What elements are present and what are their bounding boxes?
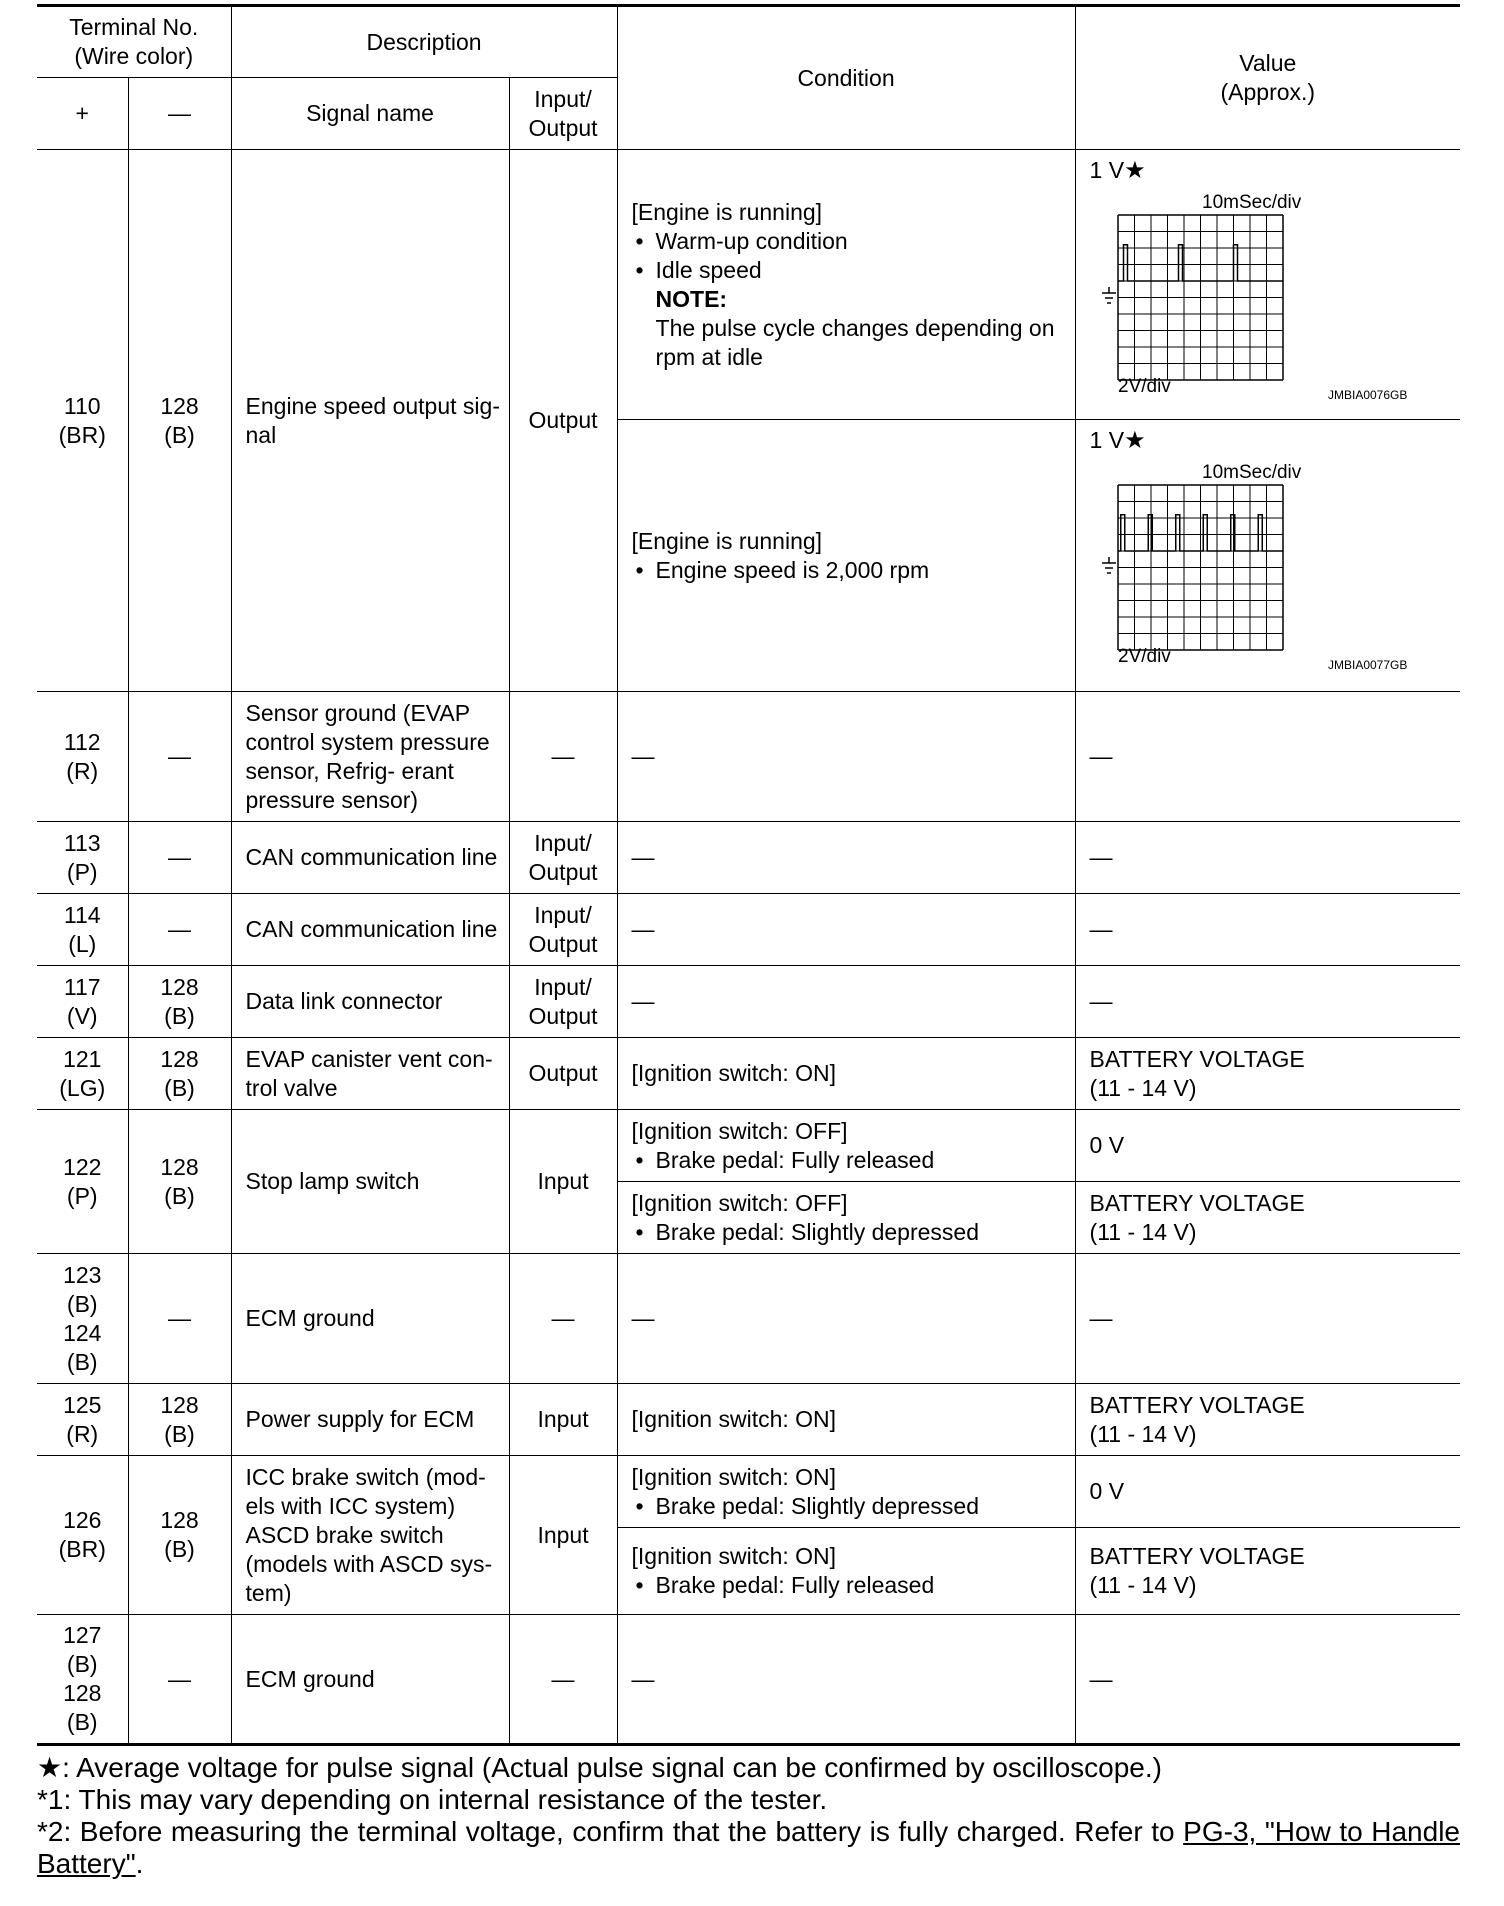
value: BATTERY VOLTAGE (11 - 14 V): [1075, 1384, 1460, 1456]
terminal-plus: 110 (BR): [37, 150, 128, 692]
signal-name: CAN communication line: [231, 894, 509, 966]
header-condition: Condition: [617, 6, 1075, 150]
star-icon: ★: [1124, 427, 1146, 454]
footnote-star: ★: Average voltage for pulse signal (Actual pulse signal can be confirmed by oscilloscope.): [37, 1752, 1162, 1783]
value: BATTERY VOLTAGE (11 - 14 V): [1075, 1038, 1460, 1110]
table-row: [37, 692, 1460, 822]
value: BATTERY VOLTAGE (11 - 14 V): [1075, 1182, 1460, 1254]
terminal-plus: 127 (B) 128 (B): [37, 1615, 128, 1745]
condition: —: [617, 894, 1075, 966]
figure-code: JMBIA0076GB: [1327, 388, 1407, 402]
terminal-minus: —: [128, 1254, 231, 1384]
input-output: —: [509, 1254, 617, 1384]
condition: —: [617, 822, 1075, 894]
header-value: Value (Approx.): [1075, 6, 1460, 150]
header-description: Description: [231, 6, 617, 78]
value: BATTERY VOLTAGE (11 - 14 V): [1075, 1528, 1460, 1615]
terminal-plus: 113 (P): [37, 822, 128, 894]
value: —: [1075, 1615, 1460, 1745]
value: —: [1075, 822, 1460, 894]
table-row: [37, 1038, 1460, 1110]
terminal-plus: 117 (V): [37, 966, 128, 1038]
footnotes: [37, 1752, 1460, 1880]
terminal-plus: 122 (P): [37, 1110, 128, 1254]
table-row: [37, 822, 1460, 894]
condition: —: [617, 1615, 1075, 1745]
value: —: [1075, 692, 1460, 822]
value: 0 V: [1075, 1110, 1460, 1182]
signal-name: Data link connector: [231, 966, 509, 1038]
table-row: [37, 150, 1460, 420]
condition: [Engine is running] • Engine speed is 2,000 rpm: [617, 420, 1075, 692]
terminal-minus: 128 (B): [128, 1384, 231, 1456]
value: —: [1075, 966, 1460, 1038]
terminal-minus: —: [128, 1615, 231, 1745]
condition: [Engine is running] • Warm-up condition • Idle speed NOTE: The pulse cycle changes depending on rpm at idle: [617, 150, 1075, 420]
input-output: Input: [509, 1110, 617, 1254]
terminal-minus: —: [128, 894, 231, 966]
terminal-minus: 128 (B): [128, 1110, 231, 1254]
signal-name: Sensor ground (EVAP control system pressure sensor, Refrig- erant pressure sensor): [231, 692, 509, 822]
terminal-plus: 123 (B) 124 (B): [37, 1254, 128, 1384]
signal-name: CAN communication line: [231, 822, 509, 894]
terminal-plus: 121 (LG): [37, 1038, 128, 1110]
star-icon: ★: [1124, 157, 1146, 184]
table-row: [37, 1384, 1460, 1456]
input-output: Input: [509, 1384, 617, 1456]
condition: —: [617, 692, 1075, 822]
signal-name: EVAP canister vent con- trol valve: [231, 1038, 509, 1110]
table-row: [37, 966, 1460, 1038]
condition: [Ignition switch: ON] • Brake pedal: Slightly depressed: [617, 1456, 1075, 1528]
input-output: —: [509, 1615, 617, 1745]
terminal-plus: 114 (L): [37, 894, 128, 966]
terminal-minus: 128 (B): [128, 966, 231, 1038]
footnote-1: *1: This may vary depending on internal resistance of the tester.: [37, 1784, 828, 1815]
signal-name: ICC brake switch (mod- els with ICC system) ASCD brake switch (models with ASCD sys- tem): [231, 1456, 509, 1615]
terminal-minus: 128 (B): [128, 1456, 231, 1615]
battery-reference-link[interactable]: PG-3, "How to Handle Battery": [37, 1816, 1460, 1879]
value-label: 1 V★: [1089, 157, 1146, 184]
input-output: Output: [509, 150, 617, 692]
waveform-cell: [1075, 420, 1460, 692]
volt-div-label: 2V/div: [1117, 376, 1171, 397]
input-output: Input: [509, 1456, 617, 1615]
input-output: Output: [509, 1038, 617, 1110]
signal-name: Stop lamp switch: [231, 1110, 509, 1254]
input-output: Input/ Output: [509, 822, 617, 894]
header-row-1: [37, 6, 1460, 78]
table-row: [37, 1615, 1460, 1745]
table-row: [37, 1456, 1460, 1528]
terminal-plus: 126 (BR): [37, 1456, 128, 1615]
header-minus: —: [128, 78, 231, 150]
condition: —: [617, 966, 1075, 1038]
input-output: Input/ Output: [509, 894, 617, 966]
value-label: 1 V★: [1089, 427, 1146, 454]
table-row: [37, 894, 1460, 966]
volt-div-label: 2V/div: [1117, 646, 1171, 667]
condition: [Ignition switch: ON]: [617, 1384, 1075, 1456]
input-output: Input/ Output: [509, 966, 617, 1038]
signal-name: ECM ground: [231, 1615, 509, 1745]
oscilloscope-waveform: [1090, 457, 1450, 679]
condition: [Ignition switch: OFF] • Brake pedal: Slightly depressed: [617, 1182, 1075, 1254]
table-row: [37, 1254, 1460, 1384]
value: —: [1075, 894, 1460, 966]
time-div-label: 10mSec/div: [1201, 192, 1301, 213]
time-div-label: 10mSec/div: [1201, 462, 1301, 483]
signal-name: ECM ground: [231, 1254, 509, 1384]
table-row: [37, 1110, 1460, 1182]
waveform-cell: [1075, 150, 1460, 420]
terminal-minus: —: [128, 822, 231, 894]
condition: —: [617, 1254, 1075, 1384]
input-output: —: [509, 692, 617, 822]
terminal-plus: 125 (R): [37, 1384, 128, 1456]
terminal-minus: 128 (B): [128, 1038, 231, 1110]
terminal-plus: 112 (R): [37, 692, 128, 822]
scope-grid: [1118, 485, 1283, 650]
footnote-2: *2: Before measuring the terminal voltage, confirm that the battery is fully charged. Refer to PG-3, "How to Handle Battery".: [37, 1816, 1460, 1879]
terminal-minus: —: [128, 692, 231, 822]
star-icon: ★: [37, 1752, 63, 1783]
signal-name: Power supply for ECM: [231, 1384, 509, 1456]
header-terminal: Terminal No. (Wire color): [37, 6, 231, 78]
value: 0 V: [1075, 1456, 1460, 1528]
condition: [Ignition switch: OFF] • Brake pedal: Fully released: [617, 1110, 1075, 1182]
value: —: [1075, 1254, 1460, 1384]
header-input-output: Input/ Output: [509, 78, 617, 150]
terminal-minus: 128 (B): [128, 150, 231, 692]
figure-code: JMBIA0077GB: [1327, 658, 1407, 672]
condition: [Ignition switch: ON] • Brake pedal: Fully released: [617, 1528, 1075, 1615]
document-page: [37, 4, 1460, 1880]
condition: [Ignition switch: ON]: [617, 1038, 1075, 1110]
header-signal-name: Signal name: [231, 78, 509, 150]
scope-grid: [1118, 215, 1283, 380]
header-plus: +: [37, 78, 128, 150]
oscilloscope-waveform: [1090, 187, 1450, 409]
ecm-terminal-table: [37, 4, 1460, 1746]
signal-name: Engine speed output sig- nal: [231, 150, 509, 692]
